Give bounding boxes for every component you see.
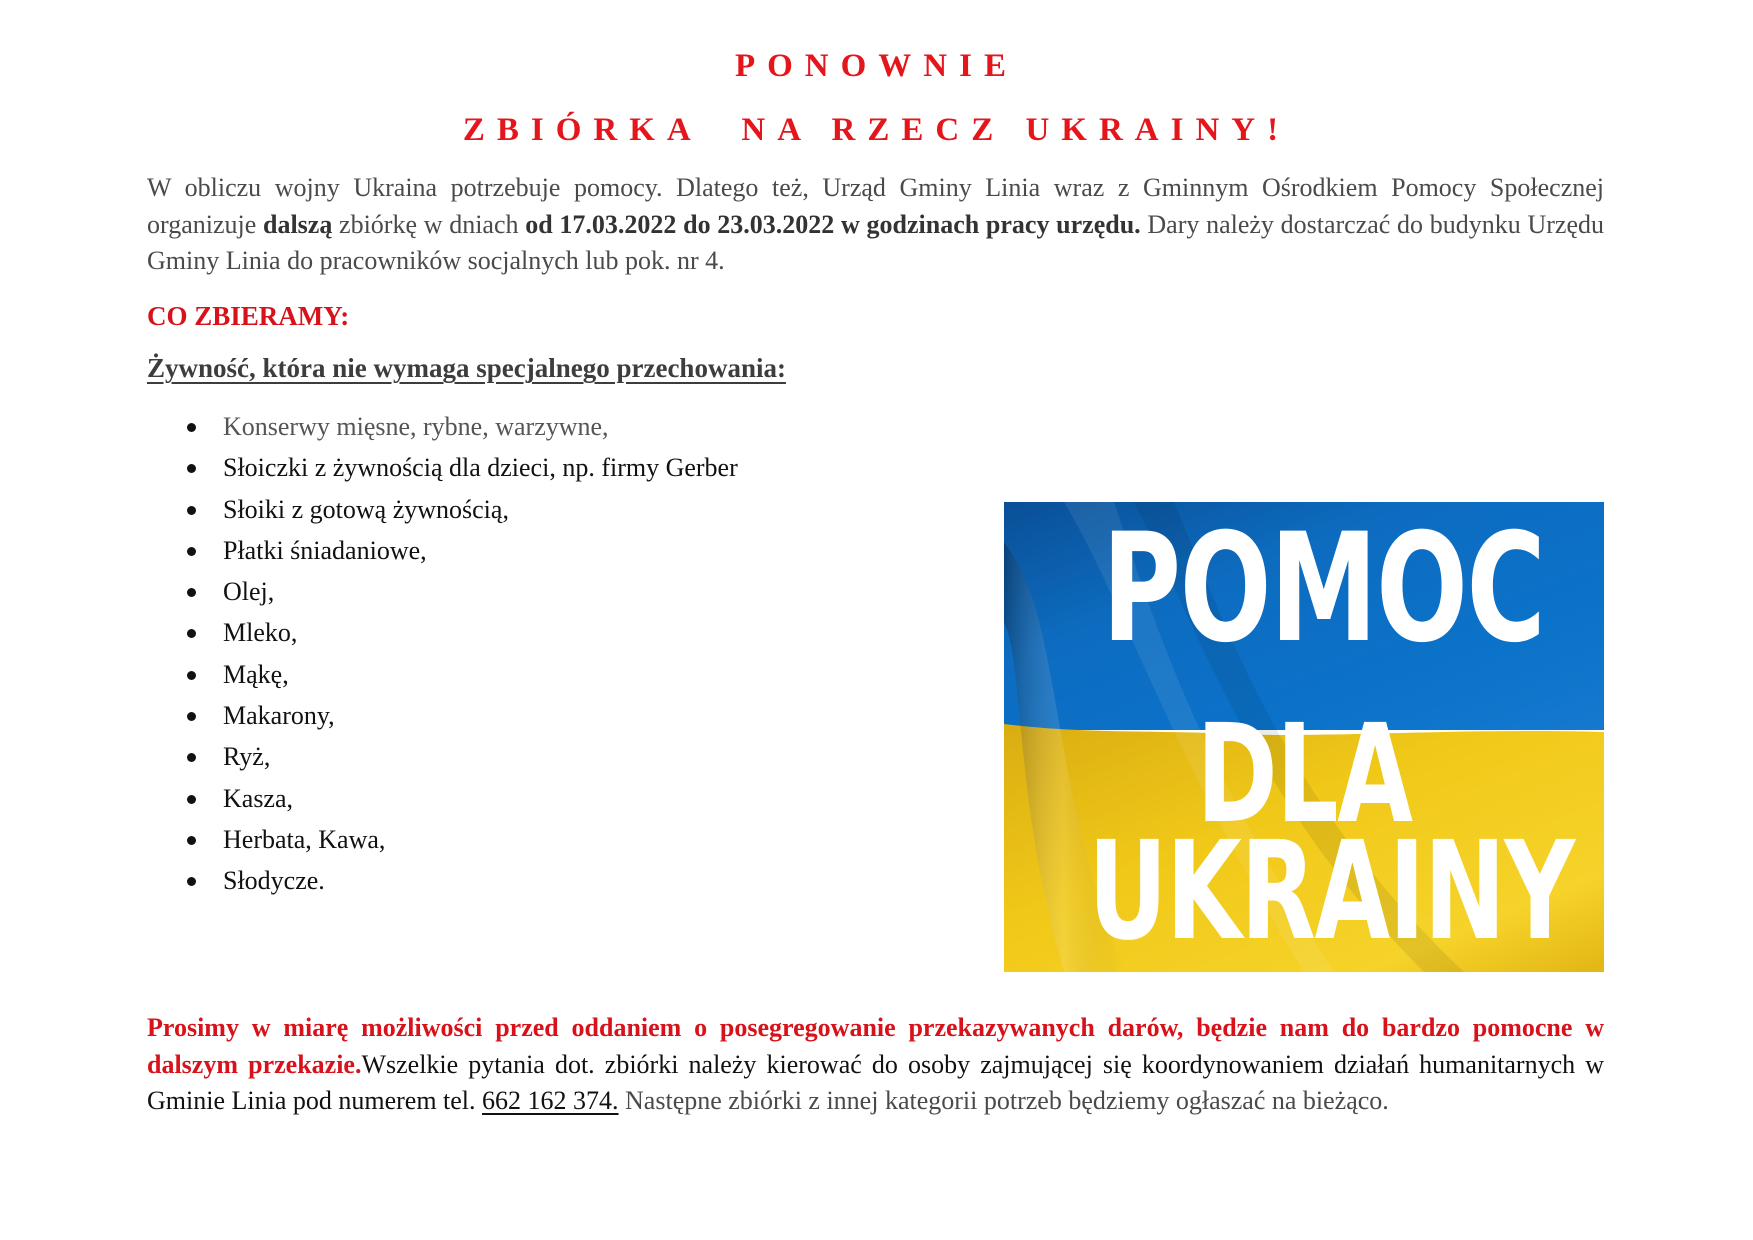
list-item-text: Słodycze. [223,866,325,896]
bullet-icon [187,712,196,721]
list-item-text: Kasza, [223,783,294,813]
bullet-icon [187,629,196,638]
list-item-text: Płatki śniadaniowe, [223,535,427,565]
list-item [147,447,738,488]
list-item [147,654,738,695]
bullet-icon [187,753,196,762]
closing-text-1: Wszelkie pytania dot. zbiórki należy kierować do osoby zajmującej się koordynowaniem działań humanitarnych w Gminie Linia pod numerem tel. [147,1049,1605,1115]
list-item-text: Mąkę, [223,659,289,689]
ukraine-flag-banner [1004,502,1604,972]
closing-text-2: Następne zbiórki z innej kategorii potrzeb będziemy ogłaszać na bieżąco. [618,1086,1389,1115]
intro-bold-further: dalszą [262,209,333,239]
bullet-icon [187,464,196,473]
bullet-icon [187,836,196,845]
intro-text-2: zbiórkę w dniach [332,209,526,239]
list-item-text: Makarony, [223,701,335,731]
list-item [147,530,738,571]
list-item-text: Słoiczki z żywnością dla dzieci, np. firmy Gerber [223,453,738,483]
list-item [147,571,738,612]
closing-paragraph [147,1010,1604,1120]
bullet-icon [187,547,196,556]
bullet-icon [187,795,196,804]
food-subheading: Żywność, która nie wymaga specjalnego przechowania: [147,353,786,383]
bullet-icon [187,506,196,515]
list-item-text: Olej, [223,577,275,607]
list-item [147,736,738,777]
bullet-icon [187,671,196,680]
list-item [147,489,738,530]
title-line-2: ZBIÓRKA NA RZECZ UKRAINY! [462,112,1291,148]
list-item [147,819,738,860]
list-item [147,860,738,901]
bullet-icon [187,877,196,886]
intro-text-3: Dary należy dostarczać do budynku Urzędu Gminy Linia do pracowników socjalnych lub pok. nr 4. [147,209,1604,275]
banner-word-dla: DLA [1196,696,1412,854]
intro-paragraph [147,170,1604,280]
bullet-icon [187,423,196,432]
list-item-text: Słoiki z gotową żywnością, [223,494,509,524]
list-item-text: Konserwy mięsne, rybne, warzywne, [223,412,609,441]
list-item-text: Mleko, [223,618,298,648]
phone-number[interactable]: 662 162 374. [482,1086,619,1115]
items-list [147,406,738,902]
closing-request: Prosimy w miarę możliwości przed oddaniem o posegregowanie przekazywanych darów, będzie nam do bardzo pomocne w dalszym przekazie. [147,1013,1604,1079]
list-item-text: Ryż, [223,742,271,772]
title-line-1: PONOWNIE [734,48,1018,84]
list-item [147,612,738,653]
intro-text-1: W obliczu wojny Ukraina potrzebuje pomocy. Dlatego też, Urząd Gminy Linia wraz z Gminnym Ośrodkiem Pomocy Społecznej organizuje [147,173,1604,239]
banner-word-ukrainy: UKRAINY [1088,813,1574,971]
bullet-icon [187,588,196,597]
list-item-text: Herbata, Kawa, [223,824,386,854]
section-heading: CO ZBIERAMY: [147,301,350,331]
banner-word-pomoc: POMOC [1102,502,1545,676]
list-item [147,778,738,819]
list-item [147,406,738,447]
list-item [147,695,738,736]
intro-bold-dates: od 17.03.2022 do 23.03.2022 w godzinach pracy urzędu. [525,209,1141,239]
